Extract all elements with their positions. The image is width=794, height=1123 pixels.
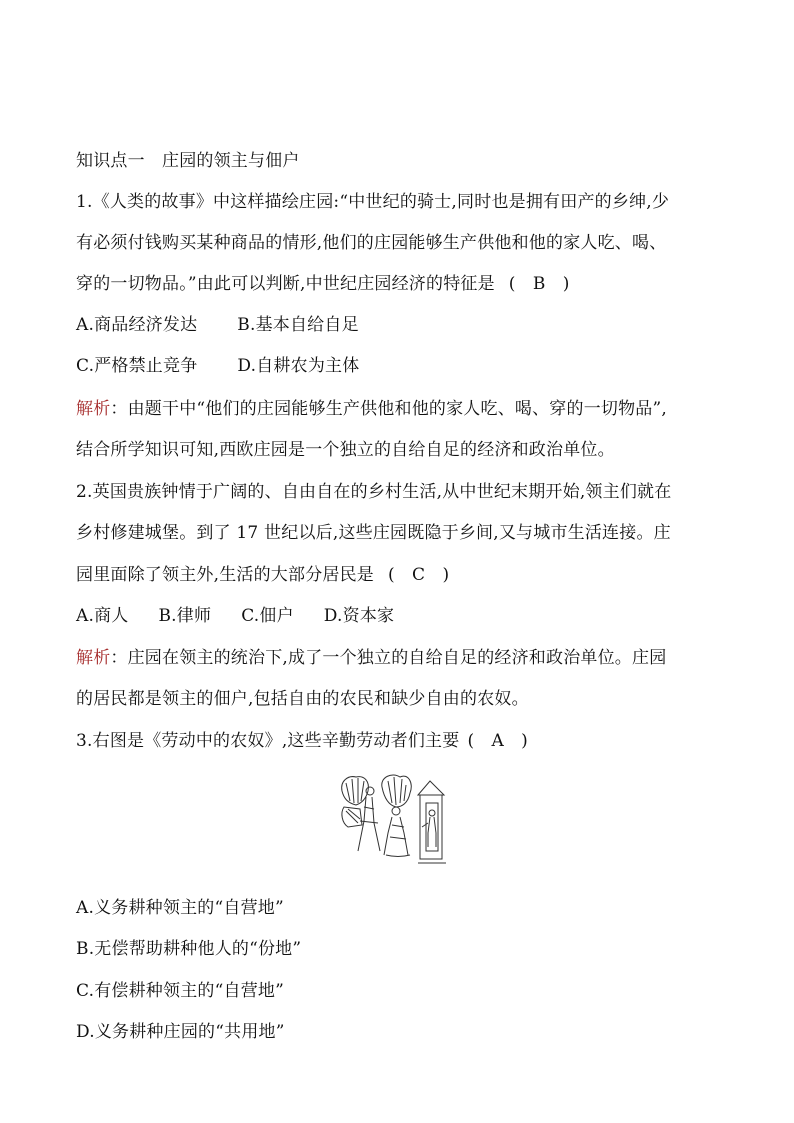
q1-options-row-2 (76, 355, 359, 377)
q2-stem-line-1: 2.英国贵族钟情于广阔的、自由自在的乡村生活,从中世纪末期开始,领主们就在 (76, 482, 672, 502)
q1-options-row-1 (76, 314, 359, 336)
q2-option-d: D.资本家 (323, 606, 395, 626)
q3-option-c: C.有偿耕种领主的“自营地” (76, 981, 284, 1001)
q2-analysis-line-2: 的居民都是领主的佃户,包括自由的农民和缺少自由的农奴。 (76, 689, 529, 709)
q2-options-row (76, 605, 394, 627)
q2-analysis-text-1: ：庄园在领主的统治下,成了一个独立的自给自足的经济和政治单位。庄园 (110, 648, 667, 668)
q3-option-a: A.义务耕种领主的“自营地” (76, 898, 284, 918)
q1-option-d: D.自耕农为主体 (237, 356, 360, 376)
q1-analysis-line-1 (76, 398, 667, 420)
q2-stem-line-2: 乡村修建城堡。到了 17 世纪以后,这些庄园既隐于乡间,又与城市生活连接。庄 (76, 523, 671, 543)
q3-option-d: D.义务耕种庄园的“共用地” (76, 1022, 285, 1042)
q1-stem-text: 穿的一切物品。”由此可以判断,中世纪庄园经济的特征是 (76, 274, 495, 294)
serfs-at-work-illustration (334, 773, 456, 867)
q1-analysis-text-1: ：由题干中“他们的庄园能够生产供他和他的家人吃、喝、穿的一切物品”, (110, 399, 667, 419)
q1-stem-line-1: 1.《人类的故事》中这样描绘庄园:“中世纪的骑士,同时也是拥有田产的乡绅,少 (76, 192, 670, 212)
q1-stem-line-3 (76, 273, 570, 295)
q2-stem-text: 园里面除了领主外,生活的大部分居民是 (76, 565, 375, 585)
q1-stem-line-2: 有必须付钱购买某种商品的情形,他们的庄园能够生产供他和他的家人吃、喝、 (76, 233, 667, 253)
q2-option-c: C.佃户 (241, 606, 294, 626)
q1-option-a: A.商品经济发达 (76, 315, 198, 335)
q1-analysis-line-2: 结合所学知识可知,西欧庄园是一个独立的自给自足的经济和政治单位。 (76, 440, 615, 460)
q3-option-b: B.无偿帮助耕种他人的“份地” (76, 939, 302, 959)
q3-stem-line (76, 730, 528, 752)
q2-analysis-label: 解析 (76, 648, 111, 668)
section-title: 知识点一 庄园的领主与佃户 (76, 151, 300, 171)
q2-answer: ( C ) (388, 565, 450, 585)
q3-answer: ( A ) (467, 731, 528, 751)
q2-option-b: B.律师 (158, 606, 212, 626)
q3-stem-text: 3.右图是《劳动中的农奴》,这些辛勤劳动者们主要 (76, 731, 460, 751)
q2-analysis-line-1 (76, 647, 666, 669)
q1-option-b: B.基本自给自足 (237, 315, 359, 335)
q2-option-a: A.商人 (76, 606, 129, 626)
q1-option-c: C.严格禁止竞争 (76, 356, 198, 376)
q2-stem-line-3 (76, 564, 449, 586)
q1-analysis-label: 解析 (76, 399, 111, 419)
q1-answer: ( B ) (508, 274, 570, 294)
